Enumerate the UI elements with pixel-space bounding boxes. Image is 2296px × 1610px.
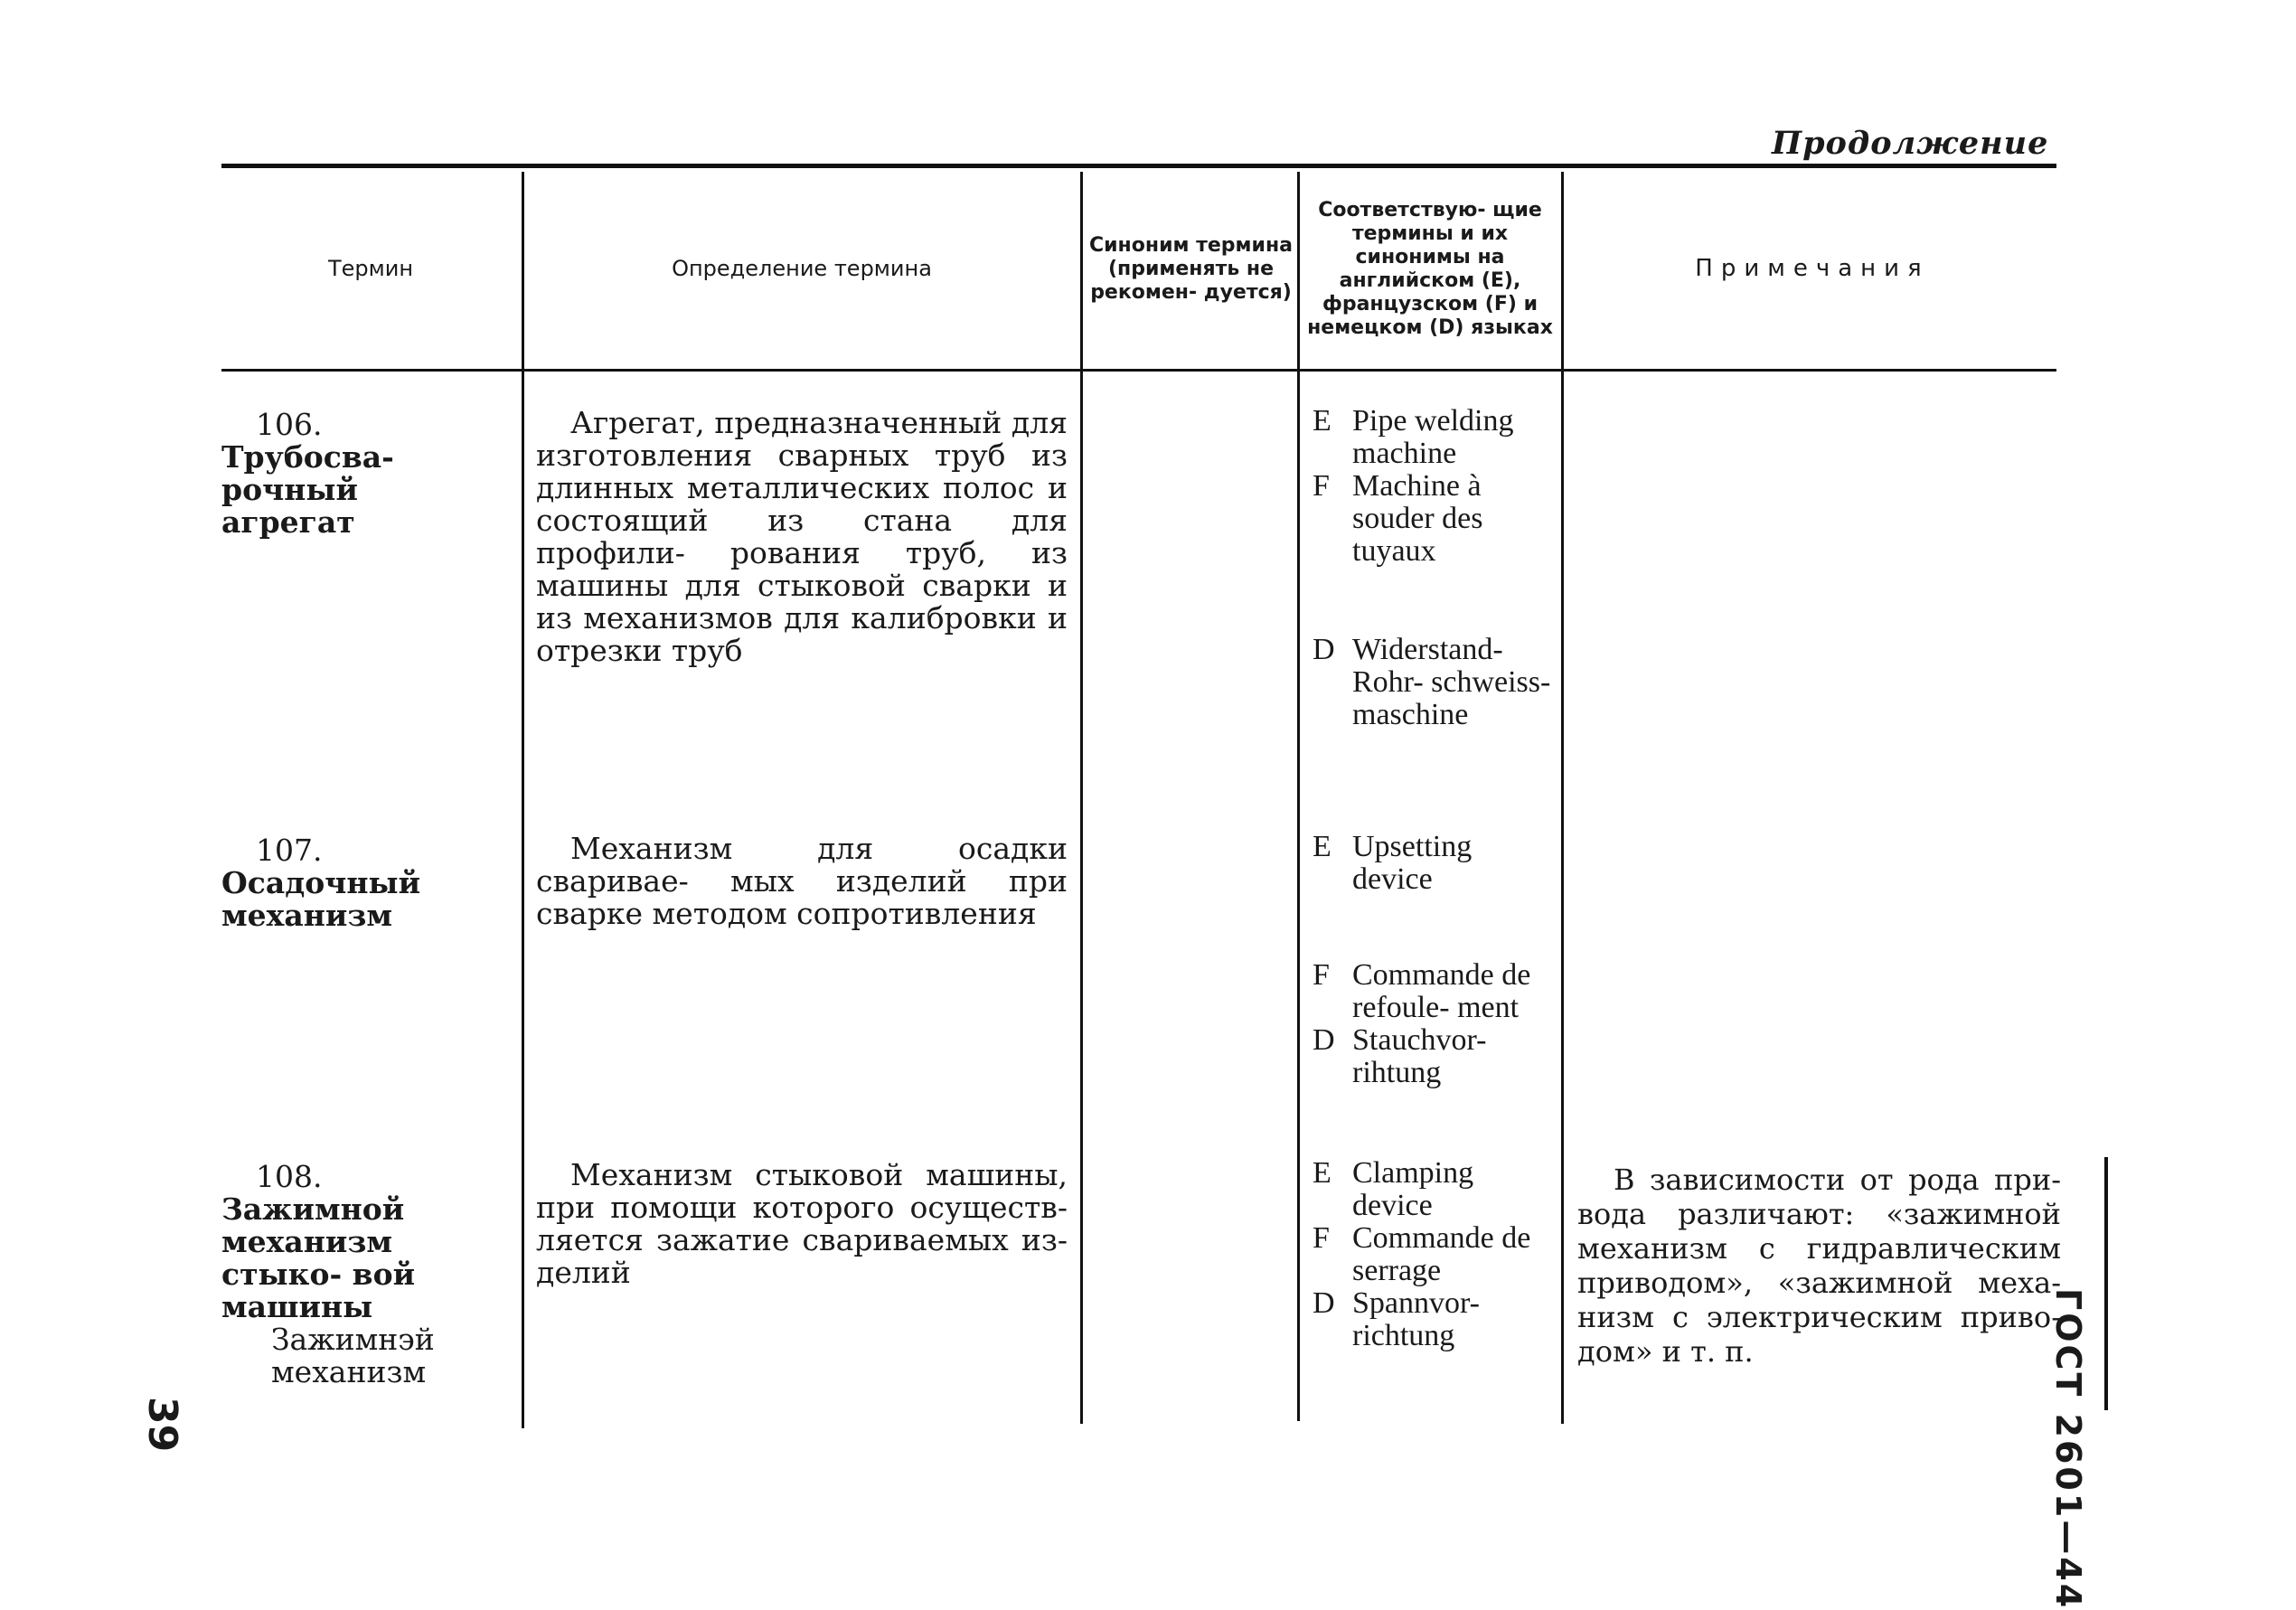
header-term: Термин <box>327 256 414 281</box>
foreign-term-french: F Commande de refoule- ment <box>1313 958 1531 1024</box>
foreign-term-english: E Pipe welding machine <box>1313 404 1514 470</box>
foreign-term-german: D Spannvor- richtung <box>1313 1286 1480 1352</box>
table-top-rule <box>221 164 2056 168</box>
header-foreign-terms: Соответствую- щие термины и их синонимы на английском (E), французском (F) и немецком (D) языках <box>1307 198 1553 339</box>
term-number: 107. <box>256 833 323 868</box>
foreign-term-french: F Machine à souder des tuyaux <box>1313 469 1483 568</box>
term-number: 106. <box>256 407 323 442</box>
definition-107: Механизм для осадки сваривае- мых изделий при сварке методом сопротивления <box>536 831 1068 931</box>
column-divider-1 <box>522 172 524 1428</box>
foreign-term-english: E Clamping device <box>1313 1156 1474 1222</box>
note-108: В зависимости от рода при- вода различают: «зажимной механизм с гидравлическим приводом», «зажимной меха- низм с электрическим приво- дом» и т. п. <box>1577 1163 2061 1369</box>
side-code-rule <box>2104 1157 2108 1410</box>
foreign-term-english: E Upsetting device <box>1313 830 1473 896</box>
term-name: Трубосва- рочный агрегат <box>221 439 394 540</box>
header-bottom-rule <box>221 369 2056 372</box>
page-number: 39 <box>139 1397 185 1453</box>
foreign-term-french: F Commande de serrage <box>1313 1221 1531 1287</box>
foreign-term-german: D Stauchvor- rihtung <box>1313 1023 1487 1089</box>
document-code: ГОСТ 2601—44 <box>2048 1288 2088 1610</box>
continuation-label: Продолжение <box>1772 125 2049 162</box>
term-name: Зажимной механизм стыко- вой машины <box>221 1191 416 1324</box>
term-short-name: Зажимнэй механизм <box>271 1322 435 1389</box>
header-definition: Определение термина <box>672 256 932 281</box>
definition-106: Агрегат, предназначенный для изготовления сварных труб из длинных металлических полос и состоящий из стана для профили- рования труб, из машины для стыковой сварки и из механизмов для калибровки и отрезки труб <box>536 405 1068 668</box>
definition-108: Механизм стыковой машины, при помощи которого осуществ- ляется зажатие свариваемых из- делий <box>536 1157 1068 1290</box>
term-name: Осадочный механизм <box>221 865 421 933</box>
column-divider-2 <box>1080 172 1083 1424</box>
column-divider-3 <box>1297 172 1300 1421</box>
term-106 <box>221 409 502 539</box>
column-divider-4 <box>1561 172 1564 1424</box>
term-107 <box>221 834 502 932</box>
foreign-terms-106 <box>1313 405 1557 731</box>
foreign-terms-108 <box>1313 1157 1557 1352</box>
header-notes: Примечания <box>1695 255 1930 282</box>
header-synonym: Синоним термина (применять не рекомен- дуется) <box>1089 233 1293 304</box>
term-108 <box>221 1161 502 1389</box>
term-number: 108. <box>256 1159 323 1194</box>
foreign-term-german: D Widerstand- Rohr- schweiss- maschine <box>1313 633 1551 731</box>
foreign-terms-107 <box>1313 831 1557 1089</box>
